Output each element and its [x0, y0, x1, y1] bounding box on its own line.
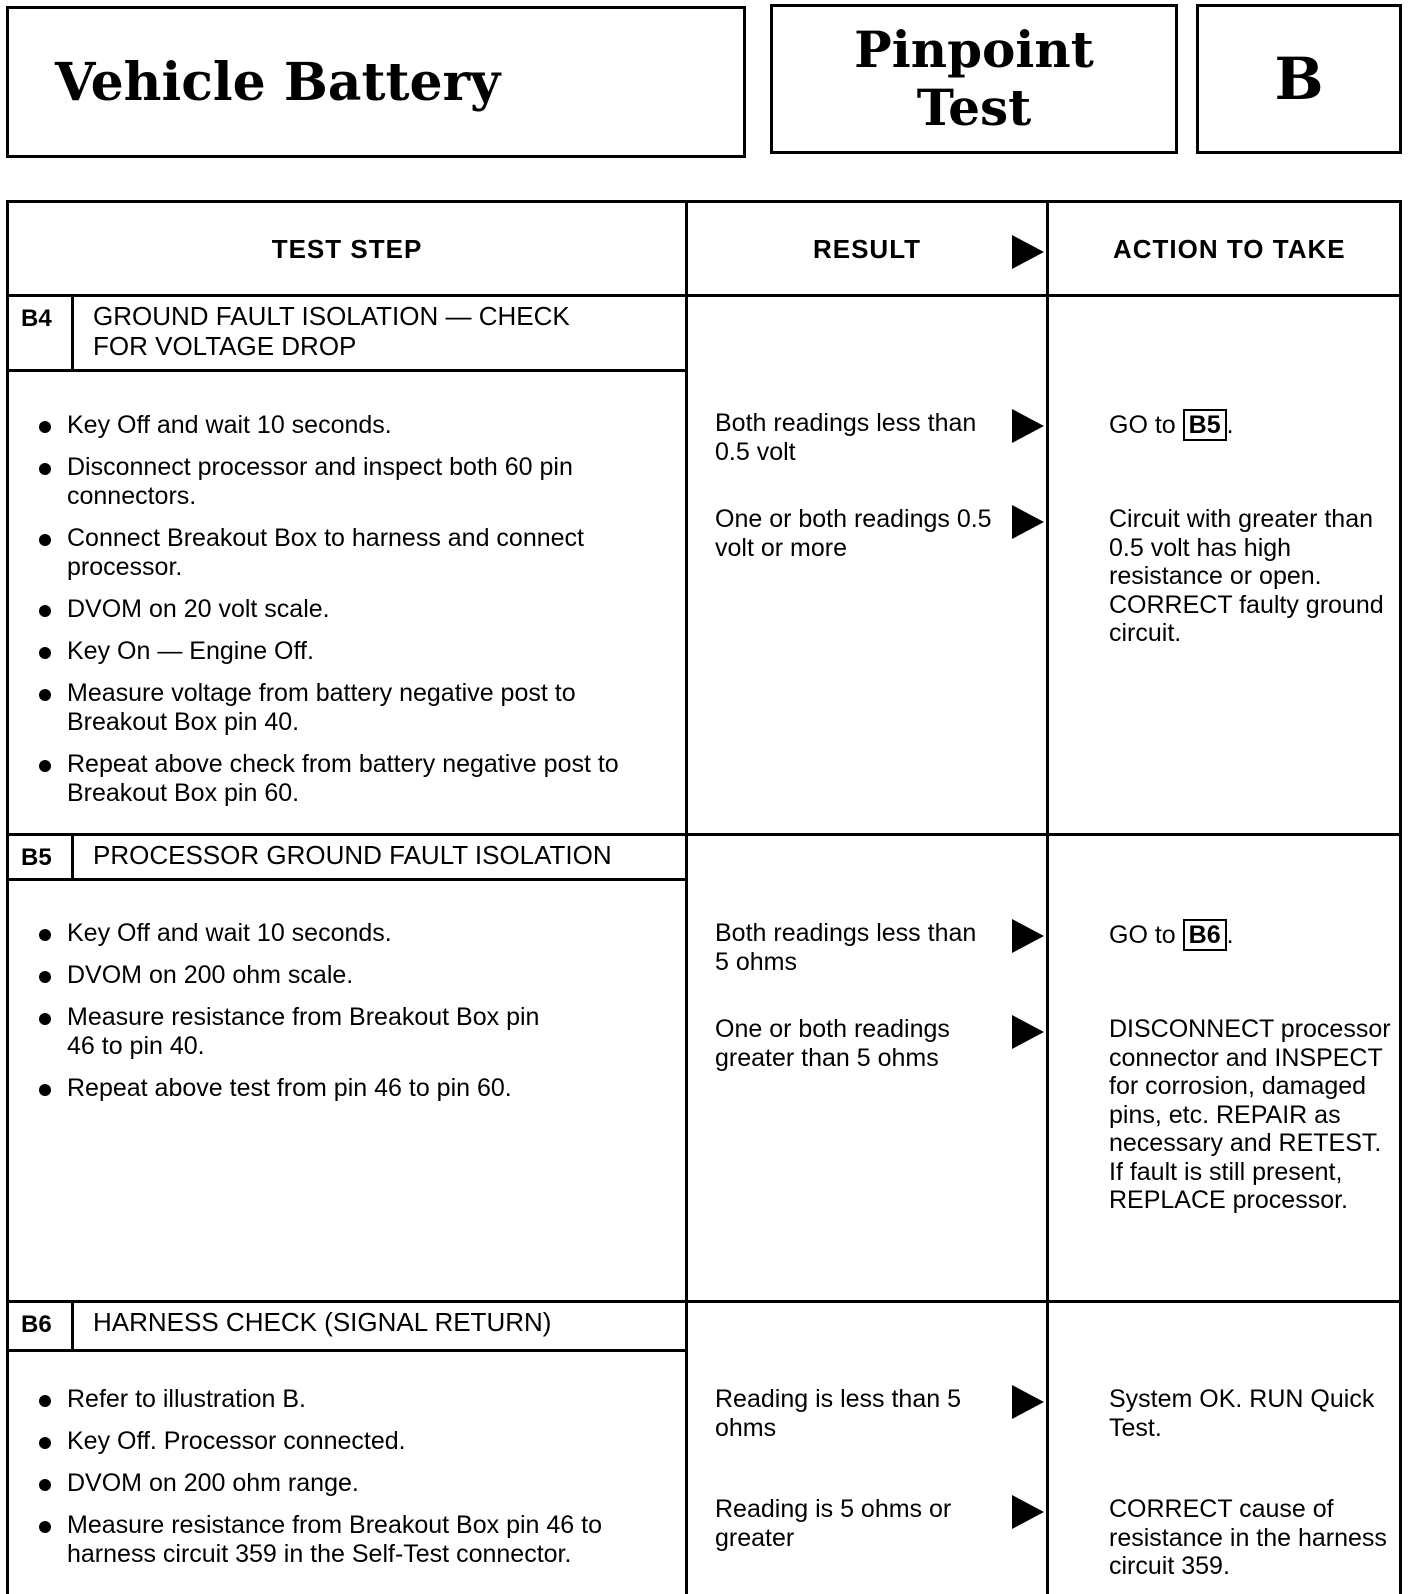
arrow-right-icon	[1012, 1495, 1044, 1529]
pinpoint-test-table	[6, 200, 1402, 1594]
page-title-text: Vehicle Battery	[55, 51, 501, 113]
action-text: Circuit with greater than 0.5 volt has high resistance or open. CORRECT faulty ground circuit.	[1109, 505, 1384, 647]
list-item: Repeat above check from battery negative post to Breakout Box pin 60.	[37, 750, 677, 808]
step-header-divider	[9, 369, 685, 372]
result-text: One or both readings greater than 5 ohms	[715, 1015, 950, 1072]
arrow-right-icon	[1012, 235, 1044, 269]
action-text	[1109, 409, 1399, 441]
list-item: Disconnect processor and inspect both 60 pin connectors.	[37, 453, 677, 511]
arrow-right-icon	[1012, 919, 1044, 953]
pinpoint-test-label	[770, 4, 1178, 154]
arrow-right-icon	[1012, 505, 1044, 539]
test-letter-text: B	[1274, 45, 1324, 113]
step-header-divider	[9, 878, 685, 881]
step-id: B5	[21, 844, 52, 871]
step-reference-b5[interactable]: B5	[1183, 409, 1227, 441]
arrow-right-icon	[1012, 1015, 1044, 1049]
result-text: Reading is less than 5 ohms	[715, 1385, 961, 1442]
column-header-result-text: RESULT	[812, 233, 922, 264]
step-header-divider	[9, 1349, 685, 1352]
column-header-test-step-text: TEST STEP	[271, 233, 423, 264]
column-header-test-step	[9, 203, 685, 295]
action-prefix: GO to	[1109, 411, 1176, 439]
column-divider	[1046, 203, 1049, 1594]
list-item: DVOM on 200 ohm range.	[37, 1469, 677, 1498]
step-id: B4	[21, 305, 52, 332]
result-text: Reading is 5 ohms or greater	[715, 1495, 952, 1552]
list-item: Refer to illustration B.	[37, 1385, 677, 1414]
step-title: HARNESS CHECK (SIGNAL RETURN)	[93, 1307, 552, 1337]
step-bullets-b6	[37, 1385, 677, 1582]
result-text: One or both readings 0.5 volt or more	[715, 505, 992, 562]
list-item: Key Off. Processor connected.	[37, 1427, 677, 1456]
column-divider	[685, 203, 688, 1594]
list-item: Repeat above test from pin 46 to pin 60.	[37, 1074, 677, 1103]
step-bullets-b4	[37, 411, 677, 821]
action-prefix: GO to	[1109, 921, 1176, 949]
action-suffix: .	[1226, 411, 1234, 439]
action-text: CORRECT cause of resistance in the harness circuit 359.	[1109, 1495, 1387, 1580]
list-item: DVOM on 200 ohm scale.	[37, 961, 677, 990]
step-id-separator	[71, 1303, 74, 1349]
list-item: Key Off and wait 10 seconds.	[37, 919, 677, 948]
column-header-action	[1049, 203, 1399, 295]
list-item: Measure resistance from Breakout Box pin 46 to pin 40.	[37, 1003, 547, 1061]
list-item: Key On — Engine Off.	[37, 637, 677, 666]
pinpoint-line1: Pinpoint	[854, 20, 1094, 79]
column-header-action-text: ACTION TO TAKE	[1113, 233, 1346, 264]
page-title	[6, 6, 746, 158]
action-suffix: .	[1226, 921, 1234, 949]
arrow-right-icon	[1012, 1385, 1044, 1419]
list-item: DVOM on 20 volt scale.	[37, 595, 677, 624]
step-title: PROCESSOR GROUND FAULT ISOLATION	[93, 840, 612, 870]
step-id: B6	[21, 1311, 52, 1338]
step-header-b5	[9, 836, 681, 878]
list-item: Measure voltage from battery negative post to Breakout Box pin 40.	[37, 679, 677, 737]
step-title: GROUND FAULT ISOLATION — CHECK FOR VOLTAGE DROP	[93, 301, 570, 361]
action-text	[1109, 919, 1399, 951]
result-text: Both readings less than 5 ohms	[715, 919, 977, 976]
arrow-right-icon	[1012, 409, 1044, 443]
step-id-separator	[71, 836, 74, 878]
step-bullets-b5	[37, 919, 677, 1116]
test-letter	[1196, 4, 1402, 154]
column-header-result	[688, 203, 1046, 295]
list-item: Connect Breakout Box to harness and connect processor.	[37, 524, 677, 582]
pinpoint-line2: Test	[916, 78, 1032, 137]
action-text: DISCONNECT processor connector and INSPECT for corrosion, damaged pins, etc. REPAIR as necessary and RETEST. If fault is still present, REPLACE processor.	[1109, 1015, 1391, 1214]
step-reference-b6[interactable]: B6	[1183, 919, 1227, 951]
step-header-b6	[9, 1303, 681, 1349]
list-item: Key Off and wait 10 seconds.	[37, 411, 677, 440]
step-id-separator	[71, 297, 74, 369]
result-text: Both readings less than 0.5 volt	[715, 409, 977, 466]
step-header-b4	[9, 297, 681, 369]
action-text: System OK. RUN Quick Test.	[1109, 1385, 1375, 1442]
list-item: Measure resistance from Breakout Box pin 46 to harness circuit 359 in the Self-Test connector.	[37, 1511, 677, 1569]
